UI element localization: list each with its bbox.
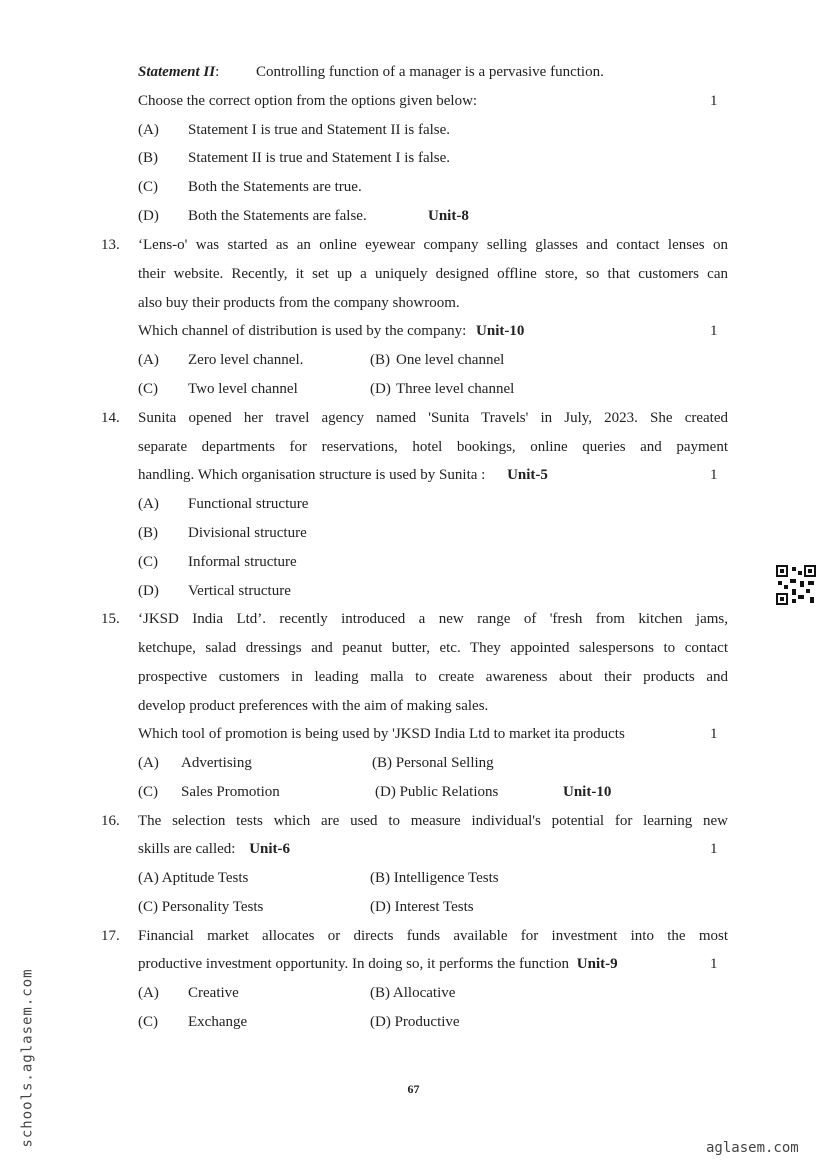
statement-ii-label: Statement II <box>138 64 216 80</box>
question-text: Which channel of distribution is used by the company: <box>138 323 467 339</box>
option-label: (B) <box>370 352 390 368</box>
unit-label: Unit-9 <box>576 956 618 972</box>
option-text: Vertical structure <box>188 583 291 599</box>
q13-options-row-1 <box>0 349 827 371</box>
option-text: Statement II is true and Statement I is false. <box>188 150 451 166</box>
option-text: Sales Promotion <box>181 784 280 800</box>
option-text: Functional structure <box>188 496 309 512</box>
option-label: (C) <box>138 381 158 397</box>
marks: 1 <box>710 841 718 857</box>
q14-option-d <box>0 580 827 602</box>
option-label: (B) <box>138 150 158 166</box>
qr-code-icon <box>776 565 816 605</box>
option-label: (B) <box>138 525 158 541</box>
option-text: (B) Allocative <box>370 985 456 1001</box>
q12-option-c <box>0 176 827 198</box>
option-label: (C) <box>138 1014 158 1030</box>
option-text: Two level channel <box>188 381 298 397</box>
option-text: (B) Personal Selling <box>372 755 494 771</box>
question-number: 14. <box>101 410 120 426</box>
statement-ii-text: Controlling function of a manager is a pervasive function. <box>256 64 604 80</box>
option-text: (D) Productive <box>370 1014 460 1030</box>
q15-line-3: prospective customers in leading malla to create awareness about their products and <box>138 669 728 685</box>
option-text: Three level channel <box>396 381 515 397</box>
q15-marks-row <box>0 723 827 745</box>
q14-option-c <box>0 551 827 573</box>
unit-label: Unit-5 <box>507 467 548 483</box>
unit-label: Unit-10 <box>563 784 612 800</box>
q15-line-1: ‘JKSD India Ltd’. recently introduced a new range of 'fresh from kitchen jams, <box>138 611 728 627</box>
question-number: 16. <box>101 813 120 829</box>
q17-marks-row <box>0 953 827 975</box>
marks: 1 <box>710 93 718 109</box>
option-label: (D) <box>138 583 159 599</box>
statement-ii-colon: : <box>215 64 220 80</box>
option-text: Both the Statements are false. <box>188 208 367 224</box>
question-text: productive investment opportunity. In doing so, it performs the function <box>138 956 570 972</box>
q14-option-b <box>0 522 827 544</box>
q16-options-row-1 <box>0 867 827 889</box>
question-number: 17. <box>101 928 120 944</box>
q13-marks-row <box>0 320 827 342</box>
question-text: handling. Which organisation structure is used by Sunita : <box>138 467 486 483</box>
watermark-side: schools.aglasem.com <box>19 968 36 1148</box>
watermark-bottom: aglasem.com <box>706 1140 799 1156</box>
option-text: (B) Intelligence Tests <box>370 870 499 886</box>
statement-ii <box>138 61 728 83</box>
q15-line-4: develop product preferences with the aim of making sales. <box>138 698 489 714</box>
q14-marks-row <box>0 464 827 486</box>
marks: 1 <box>710 323 718 339</box>
option-label: (C) <box>138 179 158 195</box>
q14-line-2: separate departments for reservations, hotel bookings, online queries and payment <box>138 439 728 455</box>
option-text: Divisional structure <box>188 525 307 541</box>
question-text: skills are called: <box>138 841 236 857</box>
q14-line-1: Sunita opened her travel agency named 'Sunita Travels' in July, 2023. She created <box>138 410 728 426</box>
option-text: Zero level channel. <box>188 352 304 368</box>
q15-question: Which tool of promotion is being used by 'JKSD India Ltd to market ita products <box>138 726 625 742</box>
option-label: (D) <box>370 381 391 397</box>
marks: 1 <box>710 467 718 483</box>
q16-marks-row <box>0 838 827 860</box>
option-label: (A) <box>138 122 159 138</box>
option-label: (A) <box>138 985 159 1001</box>
q15-options-row-1 <box>0 752 827 774</box>
marks: 1 <box>710 726 718 742</box>
option-label: (C) <box>138 784 158 800</box>
marks: 1 <box>710 956 718 972</box>
q15-line-2: ketchupe, salad dressings and peanut butter, etc. They appointed salespersons to contact <box>138 640 728 656</box>
q16-options-row-2 <box>0 896 827 918</box>
option-text: One level channel <box>396 352 505 368</box>
q13-line-1: ‘Lens-o' was started as an online eyewear company selling glasses and contact lenses on <box>138 237 728 253</box>
question-number: 13. <box>101 237 120 253</box>
q13-line-3: also buy their products from the company showroom. <box>138 295 460 311</box>
option-text: (D) Interest Tests <box>370 899 474 915</box>
option-label: (A) <box>138 755 159 771</box>
q12-option-b <box>0 147 827 169</box>
q16-line-1: The selection tests which are used to measure individual's potential for learning new <box>138 813 728 829</box>
choose-marks-row <box>0 90 827 112</box>
option-text: (D) Public Relations <box>375 784 499 800</box>
q17-line-1: Financial market allocates or directs funds available for investment into the most <box>138 928 728 944</box>
option-text: Statement I is true and Statement II is false. <box>188 122 451 138</box>
option-label: (A) <box>138 496 159 512</box>
question-number: 15. <box>101 611 120 627</box>
choose-text: Choose the correct option from the options given below: <box>138 93 478 109</box>
q13-line-2: their website. Recently, it set up a uniquely designed offline store, so that customers can <box>138 266 728 282</box>
unit-label: Unit-6 <box>249 841 291 857</box>
unit-label: Unit-8 <box>428 208 469 224</box>
q17-options-row-1 <box>0 982 827 1004</box>
q12-option-d <box>0 205 827 227</box>
option-text: Both the Statements are true. <box>188 179 362 195</box>
option-text: Exchange <box>188 1014 248 1030</box>
option-text: Advertising <box>181 755 252 771</box>
q14-option-a <box>0 493 827 515</box>
q13-options-row-2 <box>0 378 827 400</box>
option-text: (A) Aptitude Tests <box>138 870 249 886</box>
option-text: Informal structure <box>188 554 297 570</box>
option-label: (A) <box>138 352 159 368</box>
q17-options-row-2 <box>0 1011 827 1033</box>
option-label: (C) <box>138 554 158 570</box>
q12-option-a <box>0 119 827 141</box>
q15-options-row-2 <box>0 781 827 803</box>
option-label: (D) <box>138 208 159 224</box>
unit-label: Unit-10 <box>476 323 525 339</box>
option-text: (C) Personality Tests <box>138 899 264 915</box>
page-number: 67 <box>407 1082 420 1096</box>
option-text: Creative <box>188 985 239 1001</box>
